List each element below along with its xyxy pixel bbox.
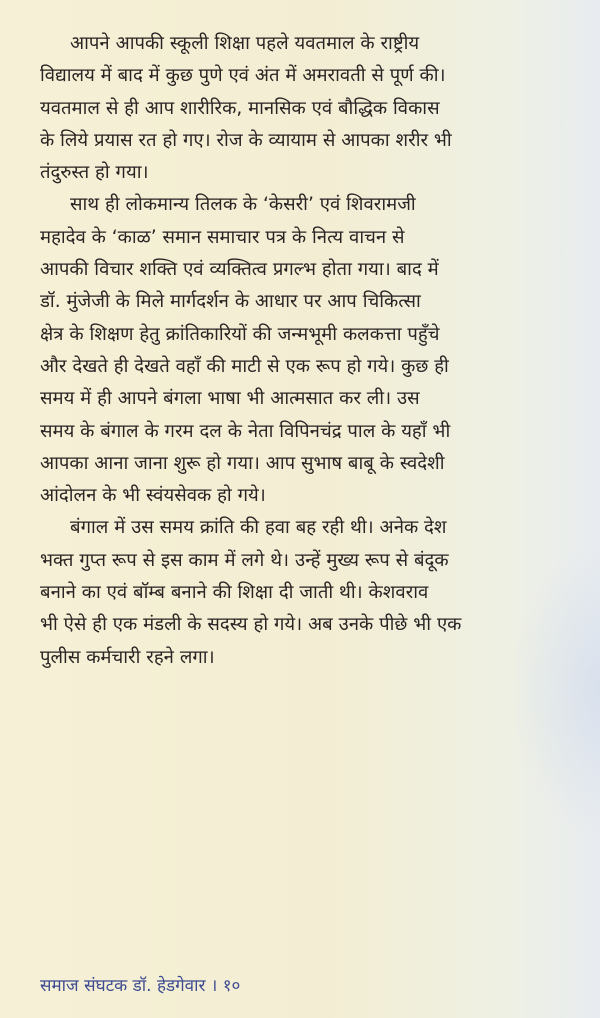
text-line: आंदोलन के भी स्वंयसेवक हो गये। (40, 485, 266, 507)
page-footer: समाज संघटक डॉ. हेडगेवार । १० (40, 976, 241, 996)
text-line: डॉ. मुंजेजी के मिले मार्गदर्शन के आधार पर आप चिकित्सा (40, 291, 421, 313)
text-line: आपकी विचार शक्ति एवं व्यक्तित्व प्रगल्भ होता गया। बाद में (40, 259, 439, 281)
text-line: क्षेत्र के शिक्षण हेतु क्रांतिकारियों की जन्मभूमी कलकत्ता पहुँचे (40, 323, 440, 345)
text-line: समय में ही आपने बंगला भाषा भी आत्मसात कर ली। उस (40, 388, 420, 410)
text-line: आपने आपकी स्कूली शिक्षा पहले यवतमाल के राष्ट्रीय (70, 33, 420, 54)
text-line: तंदुरुस्त हो गया। (40, 162, 149, 184)
paragraph-2 (40, 189, 580, 512)
paragraph-1 (40, 28, 580, 189)
text-line: महादेव के ‘काळ’ समान समाचार पत्र के नित्य वाचन से (40, 226, 405, 248)
text-line: के लिये प्रयास रत हो गए। रोज के व्यायाम से आपका शरीर भी (40, 129, 452, 151)
body-text (40, 28, 580, 674)
text-line: भी ऐसे ही एक मंडली के सदस्य हो गये। अब उनके पीछे भी एक (40, 614, 462, 636)
text-line: साथ ही लोकमान्य तिलक के ‘केसरी’ एवं शिवरामजी (70, 194, 416, 216)
text-line: यवतमाल से ही आप शारीरिक, मानसिक एवं बौद्धिक विकास (40, 97, 440, 119)
text-line: पुलीस कर्मचारी रहने लगा। (40, 646, 215, 668)
text-line: समय के बंगाल के गरम दल के नेता विपिनचंद्र पाल के यहाँ भी (40, 420, 451, 442)
text-line: विद्यालय में बाद में कुछ पुणे एवं अंत में अमरावती से पूर्ण की। (40, 65, 446, 87)
text-line: और देखते ही देखते वहाँ की माटी से एक रूप हो गये। कुछ ही (40, 355, 449, 377)
text-line: बंगाल में उस समय क्रांति की हवा बह रही थी। अनेक देश (70, 517, 447, 539)
paragraph-3 (40, 512, 580, 673)
text-line: भक्त गुप्त रूप से इस काम में लगे थे। उन्हें मुख्य रूप से बंदूक (40, 549, 449, 571)
text-line: बनाने का एवं बॉम्ब बनाने की शिक्षा दी जाती थी। केशवराव (40, 582, 429, 604)
text-line: आपका आना जाना शुरू हो गया। आप सुभाष बाबू के स्वदेशी (40, 452, 445, 474)
